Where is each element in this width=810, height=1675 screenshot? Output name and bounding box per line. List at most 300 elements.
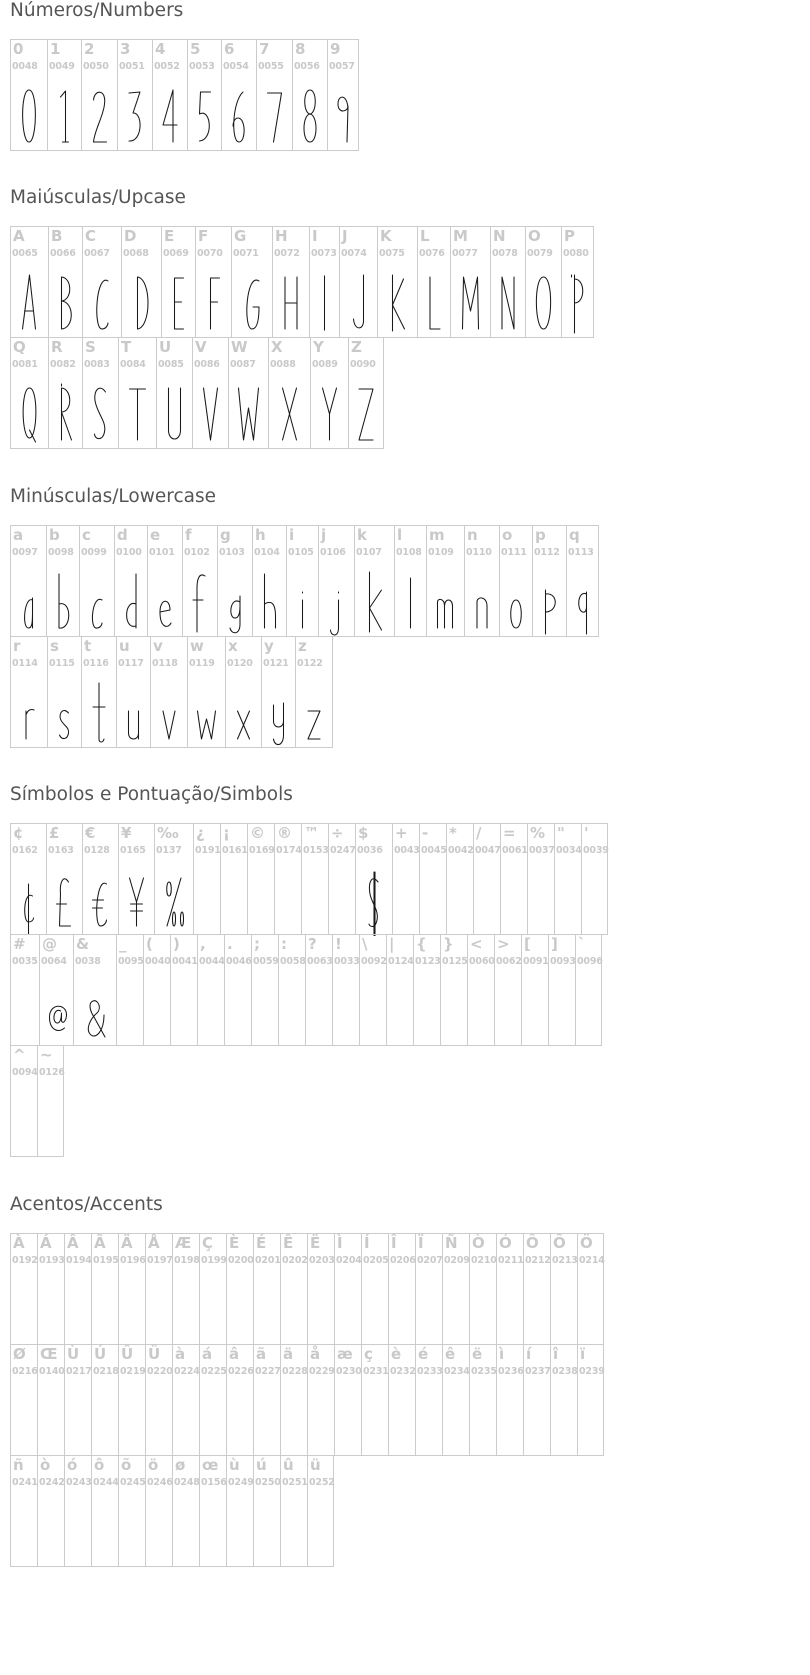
glyph-cell bbox=[355, 824, 392, 934]
glyph-label: ] bbox=[551, 935, 558, 953]
glyph-cell bbox=[301, 824, 328, 934]
glyph-cell bbox=[561, 227, 594, 337]
glyph-label: Ô bbox=[526, 1234, 539, 1252]
glyph-label: ú bbox=[256, 1456, 267, 1474]
glyph-label: Ñ bbox=[445, 1234, 458, 1252]
glyph-label: è bbox=[391, 1345, 402, 1363]
glyph-cell bbox=[199, 1345, 226, 1455]
glyph-label: Î bbox=[391, 1234, 397, 1252]
glyph-label: Ò bbox=[472, 1234, 485, 1252]
glyph-code: 0067 bbox=[84, 248, 110, 259]
glyph-sample-icon bbox=[349, 378, 383, 450]
glyph-sample-icon bbox=[11, 566, 46, 638]
glyph-label: ¥ bbox=[121, 824, 132, 842]
glyph-cell bbox=[46, 526, 79, 636]
glyph-cell bbox=[10, 935, 39, 1045]
glyph-cell bbox=[64, 1234, 91, 1344]
glyph-cell bbox=[548, 935, 575, 1045]
glyph-code: 0243 bbox=[66, 1477, 92, 1488]
glyph-cell bbox=[37, 1456, 64, 1566]
glyph-code: 0066 bbox=[50, 248, 76, 259]
glyph-sample-icon bbox=[183, 566, 217, 638]
glyph-cell bbox=[581, 824, 608, 934]
glyph-code: 0163 bbox=[48, 845, 74, 856]
glyph-label: v bbox=[153, 637, 163, 655]
glyph-label: k bbox=[357, 526, 367, 544]
glyph-code: 0214 bbox=[579, 1255, 605, 1266]
glyph-sample-icon bbox=[296, 677, 332, 749]
glyph-code: 0058 bbox=[280, 956, 306, 967]
glyph-sample-icon bbox=[118, 80, 152, 152]
glyph-sample-icon bbox=[196, 267, 231, 339]
glyph-label: C bbox=[85, 227, 97, 245]
glyph-code: 0216 bbox=[12, 1366, 38, 1377]
glyph-label: œ bbox=[202, 1456, 219, 1474]
glyph-grid-row bbox=[10, 1233, 604, 1345]
glyph-sample-icon bbox=[188, 677, 225, 749]
glyph-code: 0203 bbox=[309, 1255, 335, 1266]
glyph-code: 0248 bbox=[174, 1477, 200, 1488]
glyph-code: 0227 bbox=[255, 1366, 281, 1377]
glyph-sample-icon bbox=[328, 80, 358, 152]
glyph-label: L bbox=[420, 227, 430, 245]
glyph-cell bbox=[550, 1234, 577, 1344]
glyph-cell bbox=[73, 935, 116, 1045]
glyph-cell bbox=[147, 526, 182, 636]
glyph-cell bbox=[152, 40, 187, 150]
glyph-code: 0224 bbox=[174, 1366, 200, 1377]
glyph-code: 0211 bbox=[498, 1255, 524, 1266]
glyph-label: % bbox=[530, 824, 546, 842]
glyph-label: < bbox=[470, 935, 483, 953]
glyph-grid-row bbox=[10, 934, 602, 1046]
glyph-cell bbox=[388, 1345, 415, 1455]
glyph-cell bbox=[10, 1345, 37, 1455]
glyph-cell bbox=[268, 338, 310, 448]
glyph-code: 0079 bbox=[527, 248, 553, 259]
glyph-cell bbox=[91, 1456, 118, 1566]
glyph-label: 7 bbox=[259, 40, 270, 58]
glyph-cell bbox=[47, 637, 81, 747]
glyph-label: â bbox=[229, 1345, 240, 1363]
glyph-sample-icon bbox=[533, 566, 566, 638]
glyph-code: 0047 bbox=[475, 845, 501, 856]
glyph-label: Å bbox=[148, 1234, 160, 1252]
glyph-label: > bbox=[497, 935, 510, 953]
glyph-sample-icon bbox=[232, 267, 272, 339]
glyph-grid-row bbox=[10, 1344, 604, 1456]
glyph-label: i bbox=[289, 526, 295, 544]
glyph-label: m bbox=[429, 526, 445, 544]
glyph-label: ç bbox=[364, 1345, 373, 1363]
glyph-code: 0062 bbox=[496, 956, 522, 967]
glyph-label: ` bbox=[578, 935, 586, 953]
glyph-cell bbox=[446, 824, 473, 934]
glyph-code: 0083 bbox=[84, 359, 110, 370]
glyph-label: € bbox=[85, 824, 96, 842]
glyph-code: 0041 bbox=[172, 956, 198, 967]
glyph-code: 0233 bbox=[417, 1366, 443, 1377]
glyph-code: 0226 bbox=[228, 1366, 254, 1377]
glyph-cell bbox=[442, 1234, 469, 1344]
glyph-code: 0050 bbox=[83, 61, 109, 72]
glyph-cell bbox=[64, 1345, 91, 1455]
glyph-label: Á bbox=[40, 1234, 52, 1252]
glyph-cell bbox=[309, 227, 339, 337]
glyph-code: 0238 bbox=[552, 1366, 578, 1377]
glyph-cell bbox=[566, 526, 599, 636]
glyph-cell bbox=[10, 227, 48, 337]
glyph-cell bbox=[307, 1234, 334, 1344]
glyph-label: ' bbox=[584, 824, 589, 842]
glyph-code: 0081 bbox=[12, 359, 38, 370]
glyph-cell bbox=[577, 1345, 604, 1455]
glyph-label: Â bbox=[67, 1234, 79, 1252]
glyph-label: B bbox=[51, 227, 63, 245]
glyph-label: } bbox=[443, 935, 454, 953]
glyph-label: X bbox=[271, 338, 283, 356]
glyph-label: Ù bbox=[67, 1345, 80, 1363]
glyph-code: 0195 bbox=[93, 1255, 119, 1266]
glyph-code: 0235 bbox=[471, 1366, 497, 1377]
glyph-code: 0116 bbox=[83, 658, 109, 669]
glyph-cell bbox=[143, 935, 170, 1045]
glyph-label: Ú bbox=[94, 1345, 107, 1363]
glyph-label: V bbox=[195, 338, 207, 356]
glyph-label: ™ bbox=[304, 824, 319, 842]
glyph-cell bbox=[415, 1345, 442, 1455]
glyph-cell bbox=[359, 935, 386, 1045]
section-title-numbers: Números/Numbers bbox=[10, 0, 184, 21]
glyph-code: 0094 bbox=[12, 1067, 38, 1078]
glyph-cell bbox=[274, 824, 301, 934]
glyph-label: 4 bbox=[155, 40, 166, 58]
glyph-cell bbox=[226, 1345, 253, 1455]
glyph-code: 0246 bbox=[147, 1477, 173, 1488]
glyph-code: 0230 bbox=[336, 1366, 362, 1377]
glyph-code: 0123 bbox=[415, 956, 441, 967]
glyph-label: ^ bbox=[13, 1046, 26, 1064]
glyph-cell bbox=[527, 824, 554, 934]
glyph-label: U bbox=[159, 338, 172, 356]
glyph-label: F bbox=[198, 227, 209, 245]
glyph-cell bbox=[473, 824, 500, 934]
glyph-cell bbox=[469, 1345, 496, 1455]
glyph-cell bbox=[10, 338, 48, 448]
glyph-cell bbox=[499, 526, 532, 636]
glyph-code: 0044 bbox=[199, 956, 225, 967]
glyph-cell bbox=[280, 1234, 307, 1344]
glyph-sample-icon bbox=[151, 677, 187, 749]
glyph-code: 0106 bbox=[320, 547, 346, 558]
glyph-code: 0056 bbox=[294, 61, 320, 72]
glyph-label: £ bbox=[49, 824, 60, 842]
glyph-cell bbox=[521, 935, 548, 1045]
glyph-cell bbox=[172, 1456, 199, 1566]
glyph-cell bbox=[48, 227, 82, 337]
glyph-sample-icon bbox=[48, 677, 81, 749]
glyph-cell bbox=[496, 1234, 523, 1344]
glyph-label: q bbox=[569, 526, 580, 544]
glyph-code: 0045 bbox=[421, 845, 447, 856]
glyph-label: ? bbox=[308, 935, 317, 953]
glyph-cell bbox=[145, 1345, 172, 1455]
glyph-code: 0093 bbox=[550, 956, 576, 967]
glyph-cell bbox=[226, 1456, 253, 1566]
glyph-sample-icon bbox=[562, 267, 593, 339]
glyph-cell bbox=[79, 526, 114, 636]
glyph-label: ì bbox=[499, 1345, 505, 1363]
glyph-label: É bbox=[256, 1234, 267, 1252]
glyph-code: 0210 bbox=[471, 1255, 497, 1266]
glyph-code: 0244 bbox=[93, 1477, 119, 1488]
glyph-cell bbox=[220, 824, 247, 934]
glyph-cell bbox=[415, 1234, 442, 1344]
glyph-code: 0102 bbox=[184, 547, 210, 558]
glyph-code: 0137 bbox=[156, 845, 182, 856]
glyph-code: 0249 bbox=[228, 1477, 254, 1488]
glyph-sample-icon bbox=[82, 677, 116, 749]
glyph-label: Ï bbox=[418, 1234, 424, 1252]
glyph-code: 0085 bbox=[158, 359, 184, 370]
glyph-code: 0088 bbox=[270, 359, 296, 370]
glyph-cell bbox=[278, 935, 305, 1045]
glyph-label: f bbox=[185, 526, 192, 544]
glyph-cell bbox=[48, 338, 82, 448]
glyph-code: 0055 bbox=[258, 61, 284, 72]
glyph-code: 0204 bbox=[336, 1255, 362, 1266]
glyph-code: 0038 bbox=[75, 956, 101, 967]
glyph-sample-icon bbox=[188, 80, 221, 152]
glyph-cell bbox=[114, 526, 147, 636]
glyph-label: Ç bbox=[202, 1234, 214, 1252]
glyph-sample-icon bbox=[11, 864, 46, 936]
glyph-cell bbox=[37, 1046, 64, 1156]
glyph-code: 0061 bbox=[502, 845, 528, 856]
section-title-lowercase: Minúsculas/Lowercase bbox=[10, 486, 216, 507]
glyph-label: - bbox=[422, 824, 429, 842]
glyph-cell bbox=[118, 1456, 145, 1566]
glyph-sample-icon bbox=[226, 677, 261, 749]
glyph-sample-icon bbox=[11, 378, 48, 450]
glyph-cell bbox=[525, 227, 561, 337]
glyph-cell bbox=[550, 1345, 577, 1455]
glyph-cell bbox=[253, 1345, 280, 1455]
glyph-code: 0236 bbox=[498, 1366, 524, 1377]
glyph-sample-icon bbox=[83, 378, 118, 450]
glyph-label: Ø bbox=[13, 1345, 26, 1363]
glyph-label: 1 bbox=[50, 40, 61, 58]
glyph-sample-icon bbox=[115, 566, 147, 638]
glyph-label: + bbox=[395, 824, 408, 842]
glyph-label: Õ bbox=[553, 1234, 566, 1252]
glyph-label: P bbox=[564, 227, 575, 245]
glyph-grid-row bbox=[10, 1045, 64, 1157]
glyph-label: w bbox=[190, 637, 204, 655]
glyph-cell bbox=[228, 338, 268, 448]
glyph-code: 0140 bbox=[39, 1366, 65, 1377]
glyph-code: 0052 bbox=[154, 61, 180, 72]
glyph-sample-icon bbox=[253, 566, 286, 638]
glyph-cell bbox=[310, 338, 348, 448]
glyph-code: 0228 bbox=[282, 1366, 308, 1377]
glyph-label: @ bbox=[42, 935, 57, 953]
glyph-code: 0048 bbox=[12, 61, 38, 72]
glyph-label: ñ bbox=[13, 1456, 24, 1474]
glyph-cell bbox=[328, 824, 355, 934]
glyph-sample-icon bbox=[311, 378, 348, 450]
glyph-code: 0205 bbox=[363, 1255, 389, 1266]
glyph-sample-icon bbox=[153, 80, 187, 152]
glyph-sample-icon bbox=[491, 267, 525, 339]
glyph-cell bbox=[394, 526, 426, 636]
glyph-label: T bbox=[121, 338, 132, 356]
glyph-code: 0042 bbox=[448, 845, 474, 856]
glyph-label: I bbox=[312, 227, 318, 245]
glyph-label: È bbox=[229, 1234, 240, 1252]
glyph-label: ä bbox=[283, 1345, 294, 1363]
glyph-label: ~ bbox=[40, 1046, 53, 1064]
glyph-label: ¢ bbox=[13, 824, 24, 842]
glyph-cell bbox=[118, 1345, 145, 1455]
glyph-cell bbox=[417, 227, 450, 337]
glyph-cell bbox=[280, 1345, 307, 1455]
glyph-code: 0098 bbox=[48, 547, 74, 558]
glyph-cell bbox=[500, 824, 527, 934]
glyph-cell bbox=[116, 935, 143, 1045]
section-title-upcase: Maiúsculas/Upcase bbox=[10, 187, 186, 208]
glyph-grid-row bbox=[10, 337, 384, 449]
glyph-cell bbox=[91, 1345, 118, 1455]
glyph-sample-icon bbox=[567, 566, 598, 638]
glyph-cell bbox=[10, 1046, 37, 1156]
glyph-code: 0103 bbox=[219, 547, 245, 558]
glyph-code: 0162 bbox=[12, 845, 38, 856]
glyph-sample-icon bbox=[40, 975, 73, 1047]
glyph-sample-icon bbox=[355, 566, 394, 638]
glyph-code: 0078 bbox=[492, 248, 518, 259]
glyph-sample-icon bbox=[526, 267, 561, 339]
glyph-sample-icon bbox=[74, 975, 116, 1047]
glyph-code: 0090 bbox=[350, 359, 376, 370]
glyph-cell bbox=[467, 935, 494, 1045]
glyph-cell bbox=[450, 227, 490, 337]
glyph-code: 0100 bbox=[116, 547, 142, 558]
glyph-code: 0064 bbox=[41, 956, 67, 967]
glyph-cell bbox=[187, 40, 221, 150]
glyph-label: Y bbox=[313, 338, 324, 356]
glyph-cell bbox=[496, 1345, 523, 1455]
glyph-cell bbox=[377, 227, 417, 337]
glyph-sample-icon bbox=[356, 864, 392, 936]
glyph-code: 0252 bbox=[309, 1477, 335, 1488]
glyph-code: 0110 bbox=[466, 547, 492, 558]
glyph-code: 0202 bbox=[282, 1255, 308, 1266]
glyph-cell bbox=[292, 40, 327, 150]
glyph-cell bbox=[252, 526, 286, 636]
glyph-code: 0101 bbox=[149, 547, 175, 558]
glyph-cell bbox=[118, 338, 156, 448]
glyph-code: 0239 bbox=[579, 1366, 605, 1377]
glyph-code: 0241 bbox=[12, 1477, 38, 1488]
glyph-cell bbox=[280, 1456, 307, 1566]
glyph-cell bbox=[10, 1234, 37, 1344]
glyph-code: 0037 bbox=[529, 845, 555, 856]
glyph-label: û bbox=[283, 1456, 294, 1474]
glyph-label: ¿ bbox=[196, 824, 205, 842]
glyph-cell bbox=[118, 824, 154, 934]
glyph-cell bbox=[221, 40, 256, 150]
glyph-sample-icon bbox=[229, 378, 268, 450]
glyph-code: 0082 bbox=[50, 359, 76, 370]
glyph-code: 0080 bbox=[563, 248, 589, 259]
glyph-cell bbox=[490, 227, 525, 337]
glyph-sample-icon bbox=[11, 267, 48, 339]
glyph-cell bbox=[575, 935, 602, 1045]
glyph-sample-icon bbox=[395, 566, 426, 638]
glyph-sample-icon bbox=[47, 864, 82, 936]
glyph-label: Í bbox=[364, 1234, 370, 1252]
glyph-cell bbox=[161, 227, 195, 337]
glyph-label: 2 bbox=[84, 40, 95, 58]
glyph-cell bbox=[156, 338, 192, 448]
glyph-label: { bbox=[416, 935, 427, 953]
glyph-cell bbox=[532, 526, 566, 636]
glyph-code: 0194 bbox=[66, 1255, 92, 1266]
glyph-code: 0091 bbox=[523, 956, 549, 967]
glyph-label: Œ bbox=[40, 1345, 58, 1363]
glyph-sample-icon bbox=[83, 267, 121, 339]
glyph-sample-icon bbox=[122, 267, 161, 339]
glyph-code: 0237 bbox=[525, 1366, 551, 1377]
glyph-label: ø bbox=[175, 1456, 186, 1474]
glyph-sample-icon bbox=[48, 80, 81, 152]
glyph-label: p bbox=[535, 526, 546, 544]
glyph-cell bbox=[145, 1456, 172, 1566]
glyph-label: 9 bbox=[330, 40, 341, 58]
glyph-cell bbox=[226, 1234, 253, 1344]
glyph-code: 0076 bbox=[419, 248, 445, 259]
glyph-label: 6 bbox=[224, 40, 235, 58]
glyph-code: 0112 bbox=[534, 547, 560, 558]
glyph-grid-row bbox=[10, 823, 608, 935]
glyph-code: 0040 bbox=[145, 956, 171, 967]
glyph-code: 0128 bbox=[84, 845, 110, 856]
glyph-cell bbox=[253, 1456, 280, 1566]
glyph-cell bbox=[197, 935, 224, 1045]
glyph-sample-icon bbox=[293, 80, 327, 152]
glyph-cell bbox=[225, 637, 261, 747]
glyph-code: 0174 bbox=[276, 845, 302, 856]
glyph-cell bbox=[318, 526, 354, 636]
glyph-sample-icon bbox=[222, 80, 256, 152]
glyph-code: 0036 bbox=[357, 845, 383, 856]
glyph-label: d bbox=[117, 526, 128, 544]
glyph-cell bbox=[440, 935, 467, 1045]
glyph-sample-icon bbox=[162, 267, 195, 339]
glyph-label: O bbox=[528, 227, 541, 245]
glyph-cell bbox=[81, 637, 116, 747]
glyph-sample-icon bbox=[451, 267, 490, 339]
glyph-cell bbox=[64, 1456, 91, 1566]
glyph-code: 0153 bbox=[303, 845, 329, 856]
glyph-cell bbox=[334, 1234, 361, 1344]
glyph-label: M bbox=[453, 227, 468, 245]
glyph-label: h bbox=[255, 526, 266, 544]
glyph-code: 0046 bbox=[226, 956, 252, 967]
glyph-cell bbox=[577, 1234, 604, 1344]
glyph-code: 0206 bbox=[390, 1255, 416, 1266]
